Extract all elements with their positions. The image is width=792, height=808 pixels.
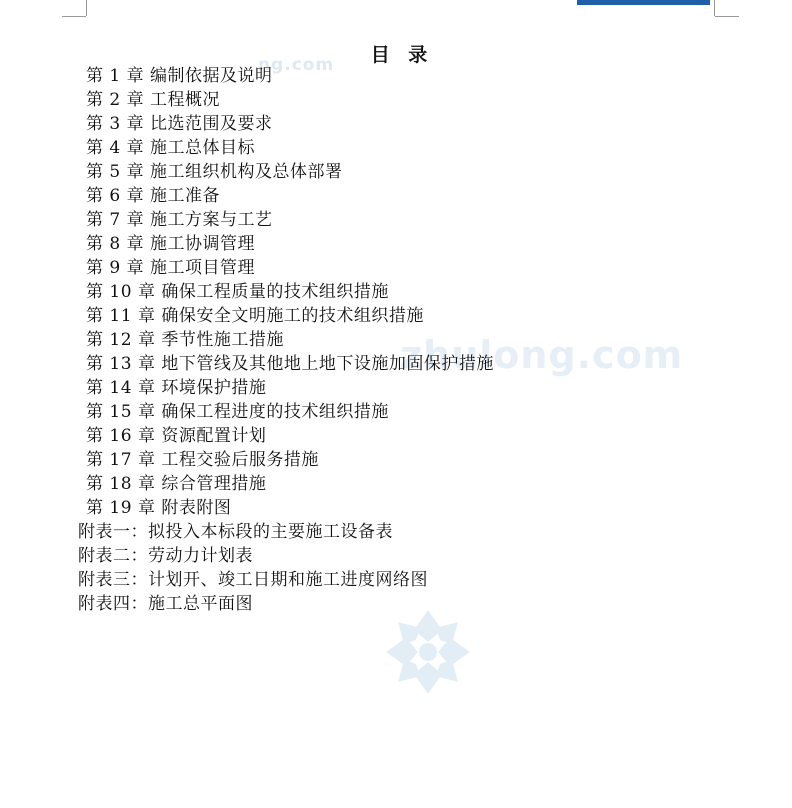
crop-mark-top-left-vertical: [86, 0, 87, 16]
toc-chapter-3[interactable]: 第 3 章 比选范围及要求: [86, 114, 273, 134]
toc-chapter-6[interactable]: 第 6 章 施工准备: [86, 186, 221, 206]
toc-chapter-13[interactable]: 第 13 章 地下管线及其他地上地下设施加固保护措施: [86, 354, 494, 374]
toc-chapter-15[interactable]: 第 15 章 确保工程进度的技术组织措施: [86, 402, 389, 422]
crop-mark-top-right-horizontal: [715, 16, 739, 17]
crop-mark-top-left-horizontal: [62, 16, 86, 17]
toc-chapter-10[interactable]: 第 10 章 确保工程质量的技术组织措施: [86, 282, 389, 302]
toc-chapter-4[interactable]: 第 4 章 施工总体目标: [86, 138, 256, 158]
toc-appendix-4[interactable]: 附表四：施工总平面图: [78, 594, 253, 614]
toc-chapter-7[interactable]: 第 7 章 施工方案与工艺: [86, 210, 273, 230]
toc-chapter-8[interactable]: 第 8 章 施工协调管理: [86, 234, 256, 254]
toc-chapter-19[interactable]: 第 19 章 附表附图: [86, 498, 232, 518]
toc-chapter-2[interactable]: 第 2 章 工程概况: [86, 90, 221, 110]
toc-appendix-1[interactable]: 附表一：拟投入本标段的主要施工设备表: [78, 522, 393, 542]
page-title: 目 录: [370, 44, 434, 66]
toc-chapter-18[interactable]: 第 18 章 综合管理措施: [86, 474, 267, 494]
toc-chapter-11[interactable]: 第 11 章 确保安全文明施工的技术组织措施: [86, 306, 424, 326]
watermark-small-text: ng.com: [258, 55, 335, 75]
watermark-large-text: zhulong.com: [400, 333, 684, 377]
toc-chapter-12[interactable]: 第 12 章 季节性施工措施: [86, 330, 284, 350]
toc-chapter-1[interactable]: 第 1 章 编制依据及说明: [86, 66, 273, 86]
toc-chapter-9[interactable]: 第 9 章 施工项目管理: [86, 258, 256, 278]
toc-chapter-14[interactable]: 第 14 章 环境保护措施: [86, 378, 267, 398]
crop-mark-top-right-vertical: [714, 0, 715, 16]
toc-chapter-17[interactable]: 第 17 章 工程交验后服务措施: [86, 450, 319, 470]
toc-chapter-16[interactable]: 第 16 章 资源配置计划: [86, 426, 267, 446]
toc-chapter-5[interactable]: 第 5 章 施工组织机构及总体部署: [86, 162, 343, 182]
watermark-logo-icon: [384, 608, 472, 696]
toc-appendix-2[interactable]: 附表二：劳动力计划表: [78, 546, 253, 566]
header-banner: [577, 0, 710, 5]
toc-appendix-3[interactable]: 附表三：计划开、竣工日期和施工进度网络图: [78, 570, 428, 590]
